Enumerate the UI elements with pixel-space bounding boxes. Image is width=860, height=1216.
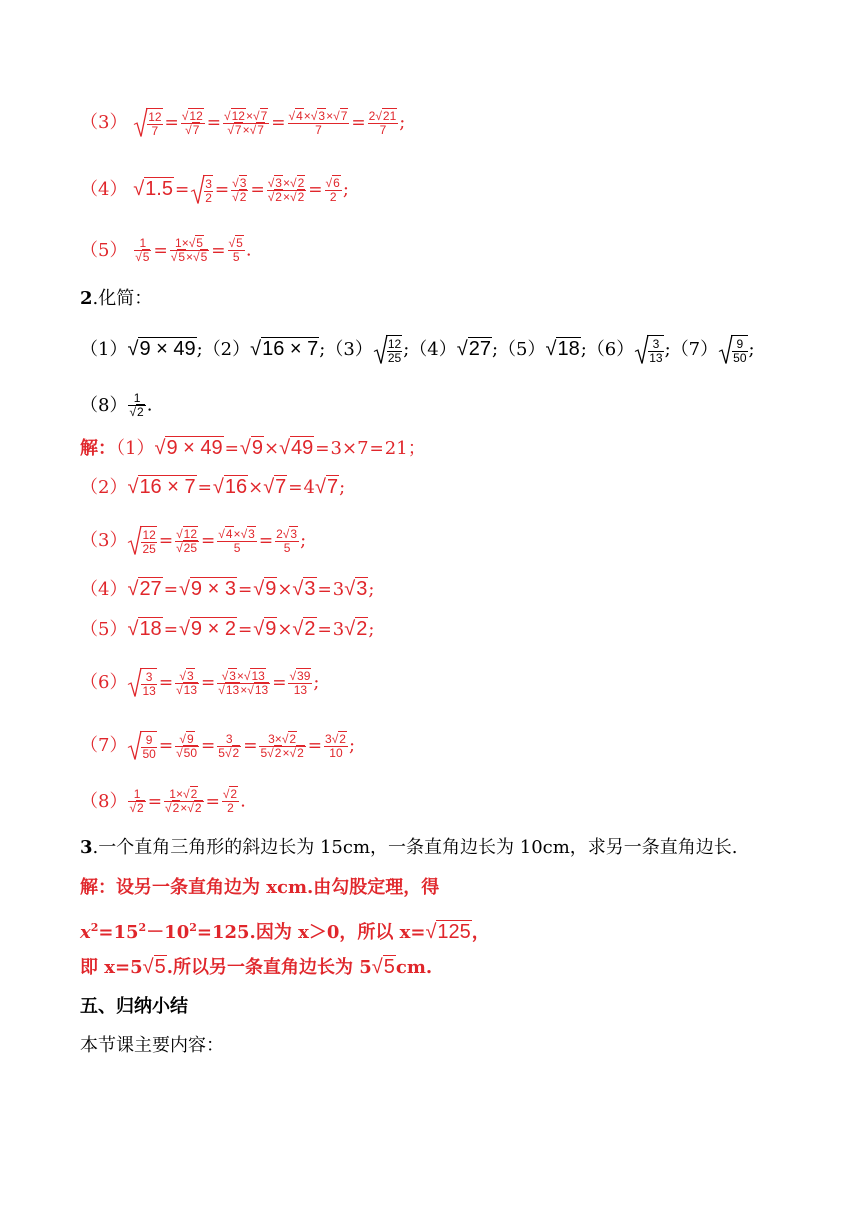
question-text: .一个直角三角形的斜边长为 15cm，一条直角边长为 10cm，求另一条直角边长. — [92, 837, 738, 858]
item-label: （1） — [80, 339, 128, 360]
answer-text: .所以另一条直角边长为 5 — [166, 957, 372, 978]
answer-text: =125.因为 x＞0，所以 x= — [196, 922, 426, 943]
section-3-question — [80, 837, 860, 859]
item-label: （4） — [80, 579, 128, 600]
item-label: （7） — [670, 339, 719, 360]
item-label: （5） — [80, 239, 128, 261]
answer-text: x — [80, 922, 91, 943]
answer-text: －10 — [146, 922, 190, 943]
item-label: （6） — [586, 339, 635, 360]
answer-text: cm. — [395, 957, 433, 978]
answer-3: （3） $\frac{12}{25}$ = √ 12 √ 25 = √ $\frac{4\times√ 3}{5}$ = $\frac{2√ 3}{5}$ ; — [0, 526, 860, 556]
answer-5: （5）√ 18 =√ 9 × 2 =√ 9×√ 2 =3√ 2; — [0, 618, 860, 641]
answer-1: 解：（1）√ 9 × 49 =√ 9×√ 49 =3×7=21； — [0, 437, 860, 460]
prev-answer-4: （4） √ 1.5 = $\frac{3}{2}$ = √ 3 √ 2 = √ 3×√ 2 √ 2×√ 2 = √ $\frac{6}{2}$ ; — [0, 175, 860, 205]
answer-text: =15 — [98, 922, 139, 943]
item-label: （5） — [498, 339, 546, 360]
item-label: （4） — [80, 179, 128, 200]
item-label: （4） — [409, 339, 457, 360]
section-2-title — [80, 288, 860, 310]
section-number: 2 — [80, 288, 93, 309]
answer-7: （7） $\frac{9}{50}$ = √ 9 √ 50 = $\frac{3}{5√ 2}$ = $\frac{3\times√ 2}{5√ 2\times√ 2}$ = $\frac{3√ 2}{10}$ ; — [0, 731, 860, 761]
answer-text: 解：设另一条直角边为 xcm.由勾股定理，得 — [80, 877, 440, 898]
item-label: （5） — [80, 619, 128, 640]
answer-2: （2）√ 16 × 7 =√ 16×√ 7 =4√ 7; — [0, 476, 860, 499]
summary-text — [80, 1035, 860, 1057]
prev-answer-5: （5） 1 √ 5 = 1×√ 5 √ 5×√ 5 = √ $\frac{5}{5}$ . — [0, 237, 860, 264]
section-5-title — [80, 996, 860, 1018]
answer-text: 即 x=5 — [80, 957, 143, 978]
item-label: （7） — [80, 735, 128, 756]
item-label: （8） — [80, 394, 128, 416]
item-label: （8） — [80, 790, 128, 812]
answer-4: （4）√ 27 =√ 9 × 3 =√ 9×√ 3 =3√ 3; — [0, 578, 860, 601]
section-title: .化简： — [92, 288, 153, 309]
item-label: （3） — [80, 112, 128, 133]
answer-6: （6） $\frac{3}{13}$ = √ 3 √ 13 = √ 3×√ 13 √ 13×√ 13 = √ $\frac{39}{13}$ ; — [0, 668, 860, 698]
item-label: （2） — [202, 339, 251, 360]
item-label: （3） — [80, 530, 128, 551]
problem-list-line-1: （1）√ 9 × 49;（2）√ 16 × 7;（3） $\frac{12}{25}$ ;（4）√ 27;（5）√ 18;（6） $\frac{3}{13}$ ;（7） $\frac{9}{50}$ ; — [0, 335, 860, 365]
item-label: （1） — [116, 438, 155, 459]
prev-answer-3: （3） $\frac{12}{7}$ = √ 12 √ 7 = √ 12×√ 7 √ 7×√ 7 = √ $\frac{4\times√ 3\times√ 7}{7}$ = $\frac{2√ 21}{7}$ ; — [0, 108, 860, 138]
section-3-answer-line-1 — [80, 877, 860, 899]
summary-label: 本节课主要内容： — [80, 1035, 224, 1056]
section-3-answer-line-3: 即 x=5√ 5.所以另一条直角边长为 5√ 5cm. — [80, 956, 860, 979]
section-3-answer-line-2: $x^2=15^2-10^2=125$.因为 x＞0，所以 x=√ 125， — [80, 917, 860, 944]
answer-label: 解： — [80, 438, 116, 459]
item-label: （2） — [80, 477, 128, 498]
answer-8: （8） 1 √ 2 = 1×√ 2 √ 2×√ 2 = √ $\frac{2}{2}$ . — [0, 788, 860, 815]
problem-list-line-2: （8） 1 √ 2 . — [0, 392, 860, 419]
section-number: 3 — [80, 837, 93, 858]
item-label: （3） — [325, 339, 373, 360]
item-label: （6） — [80, 672, 128, 693]
section-title: 五、归纳小结 — [80, 996, 188, 1017]
